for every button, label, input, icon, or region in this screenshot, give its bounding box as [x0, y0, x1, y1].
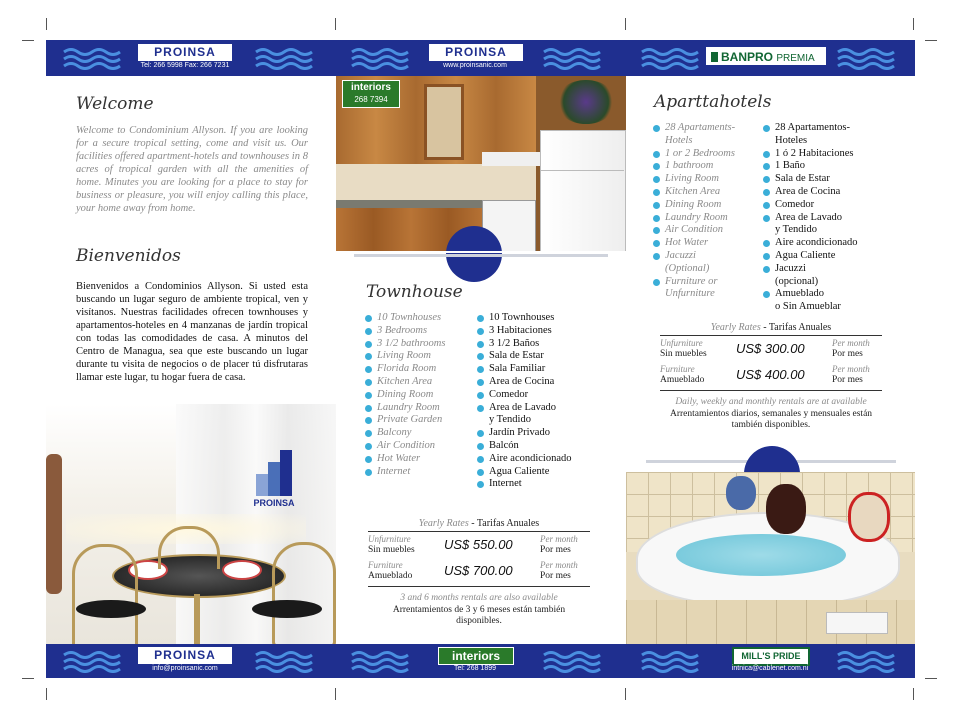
rate-period-es: Por mes [540, 545, 571, 555]
feature-text: 28 Apartaments- [665, 122, 736, 133]
feature-text: Comedor [489, 388, 529, 400]
building-logo-icon [250, 448, 298, 498]
accent-rule-cover [336, 251, 626, 253]
premia-text: PREMIA [776, 53, 815, 64]
bienvenidos-title: Bienvenidos [76, 246, 181, 266]
banpro-text: BANPRO [721, 50, 774, 64]
crop-mark [625, 18, 626, 30]
banpro-logo [706, 47, 826, 65]
bullet-dot-icon [653, 151, 660, 158]
crop-mark [46, 18, 47, 30]
rates-header-es: - Tarifas Anuales [760, 322, 832, 333]
feature-item [364, 402, 484, 415]
feature-item [652, 160, 764, 173]
wave-icon [836, 649, 900, 673]
feature-item [476, 325, 606, 338]
header-website: www.proinsanic.com [443, 62, 507, 69]
bullet-dot-icon [653, 176, 660, 183]
center-panel [336, 76, 626, 644]
feature-text: 3 Bedrooms [377, 324, 428, 336]
feature-item [762, 148, 892, 161]
feature-text: Internet [489, 478, 522, 490]
interiors-badge [342, 80, 400, 108]
crop-mark [335, 688, 336, 700]
feature-text: Air Condition [665, 224, 724, 236]
bullet-dot-icon [653, 240, 660, 247]
feature-text: 1 bathroom [665, 160, 714, 172]
feature-text: Balcony [377, 427, 412, 439]
bullet-dot-icon [653, 125, 660, 132]
bullet-dot-icon [763, 240, 770, 247]
teddy-bear [848, 492, 890, 542]
left-panel [46, 76, 336, 644]
wave-icon [62, 649, 126, 673]
feature-item [652, 237, 764, 250]
feature-item [652, 122, 764, 135]
bullet-dot-icon [365, 469, 372, 476]
tub-vent [826, 612, 888, 634]
rate-label-en: Furniture [660, 364, 695, 374]
feature-text: Comedor [775, 198, 815, 210]
feature-text: Internet [377, 465, 411, 477]
feature-item [476, 466, 606, 479]
feature-item [762, 122, 892, 135]
welcome-text: Welcome to Condominium Allyson. If you are looking for a secure tropical setting, come and visit us. Our facilities offered apartment-hotels and townhouses in 8 acres of tropical garden with all the amenities of home. Minutes you are looking for a place to stay for business or pleasure, you will enjoy calling this place, your home away from home. [76, 125, 308, 214]
feature-item [762, 301, 892, 314]
bullet-dot-icon [365, 366, 372, 373]
feature-text: Unfurniture [665, 288, 715, 300]
feature-item [364, 376, 484, 389]
feature-text: Dining Room [665, 198, 722, 210]
header-band [46, 40, 915, 76]
feature-item [476, 389, 606, 402]
chair-seat [252, 600, 322, 618]
rate-label-es: Amueblado [660, 375, 705, 385]
feature-item [476, 376, 606, 389]
feature-text: Hot Water [377, 452, 421, 464]
rate-period-en: Per month [540, 560, 578, 570]
glass-cabinet [424, 84, 464, 160]
rate-price: US$ 300.00 [736, 341, 805, 356]
teddy-bear [766, 484, 806, 534]
fridge-line [540, 170, 624, 171]
right-panel [626, 76, 915, 644]
rates-header [660, 322, 882, 336]
feature-item [652, 199, 764, 212]
bullet-dot-icon [763, 266, 770, 273]
feature-item [762, 288, 892, 301]
feature-item [652, 224, 764, 237]
chair [272, 542, 336, 644]
rate-row [368, 558, 590, 584]
feature-text: Agua Caliente [775, 249, 836, 261]
feature-text: Air Condition [377, 439, 436, 451]
bullet-dot-icon [763, 215, 770, 222]
feature-item [476, 312, 606, 325]
bullet-dot-icon [477, 328, 484, 335]
feature-item [364, 325, 484, 338]
bullet-dot-icon [477, 443, 484, 450]
crop-mark [913, 18, 914, 30]
bullet-dot-icon [365, 417, 372, 424]
bullet-dot-icon [653, 253, 660, 260]
plate [222, 560, 262, 580]
feature-text: Hoteles [775, 134, 808, 146]
bullet-dot-icon [477, 315, 484, 322]
rate-label-es: Sin muebles [368, 545, 415, 555]
chair [158, 526, 220, 569]
feature-item [364, 338, 484, 351]
feature-item [476, 338, 606, 351]
interiors-badge-phone: 268 7394 [354, 95, 388, 104]
bullet-dot-icon [477, 341, 484, 348]
townhouse-title: Townhouse [366, 282, 463, 302]
feature-text: 3 Habitaciones [489, 324, 552, 336]
wave-icon [640, 46, 704, 70]
wave-icon [254, 649, 318, 673]
bullet-dot-icon [477, 405, 484, 412]
feature-item [652, 263, 764, 276]
bullet-dot-icon [365, 456, 372, 463]
feature-text: y Tendido [489, 414, 531, 426]
feature-text: 1 ó 2 Habitaciones [775, 147, 854, 159]
feature-text: Sala Familiar [489, 363, 546, 375]
aparthotels-title: Aparttahotels [654, 92, 772, 112]
bullet-dot-icon [763, 291, 770, 298]
bullet-dot-icon [653, 227, 660, 234]
feature-text: (Optional) [665, 262, 710, 274]
feature-item [762, 276, 892, 289]
rate-price: US$ 400.00 [736, 367, 805, 382]
feature-item [762, 173, 892, 186]
feature-text: Area de Cocina [775, 185, 841, 197]
bullet-dot-icon [365, 430, 372, 437]
feature-item [364, 350, 484, 363]
feature-item [762, 160, 892, 173]
bullet-dot-icon [763, 189, 770, 196]
crop-mark [22, 40, 34, 41]
rates-header-en: Yearly Rates [710, 322, 761, 333]
aparthotels-note [660, 397, 882, 432]
wave-icon [836, 46, 900, 70]
feature-text: Kitchen Area [377, 375, 433, 387]
rate-label-es: Amueblado [368, 571, 413, 581]
rate-row [660, 336, 882, 362]
rate-period-en: Per month [832, 338, 870, 348]
feature-text: Area de Lavado [489, 401, 557, 413]
bullet-dot-icon [365, 392, 372, 399]
feature-text: Balcón [489, 439, 519, 451]
wave-icon [542, 649, 606, 673]
feature-text: Jacuzzi [665, 249, 696, 261]
wave-icon [350, 46, 414, 70]
feature-item [652, 148, 764, 161]
bullet-dot-icon [763, 253, 770, 260]
feature-text: Amueblado [775, 288, 824, 300]
bullet-dot-icon [763, 163, 770, 170]
welcome-title: Welcome [76, 94, 154, 114]
feature-item [762, 250, 892, 263]
feature-text: Living Room [377, 350, 431, 362]
bullet-dot-icon [365, 315, 372, 322]
banpro-mark-icon [711, 52, 718, 62]
bullet-dot-icon [763, 151, 770, 158]
feature-text: 28 Apartamentos- [775, 122, 850, 133]
footer-tel: Tel: 268 1899 [453, 665, 497, 672]
feature-item [364, 363, 484, 376]
rate-price: US$ 700.00 [444, 563, 513, 578]
feature-item [762, 212, 892, 225]
feature-text: Florida Room [377, 363, 437, 375]
mills-pride-logo: MILL'S PRIDE [732, 647, 810, 666]
refrigerator [540, 130, 626, 251]
bullet-dot-icon [653, 189, 660, 196]
feature-item [652, 276, 764, 289]
feature-item [762, 186, 892, 199]
bienvenidos-text: Bienvenidos a Condominios Allyson. Si usted esta buscando un lugar seguro de ambiente tropical, ven y visítanos. Nuestras facilidades ofrecen townhouses y apartamentos-hoteles en 4 manzanas de jardín tropical con todas las comodidades de casa. A minutos del Centro de Managua, sea que este buscando un lugar durante tu visita de negocios o de placer tú disfrutaras llamar este lugar, tu hogar fuera de casa. [76, 281, 308, 383]
feature-text: 3 1/2 bathrooms [377, 337, 446, 349]
bullet-dot-icon [763, 202, 770, 209]
aparthotels-note-es: Arrentamientos diarios, semanales y mensuales están también disponibles. [669, 408, 873, 430]
proinsa-logo: PROINSA [138, 647, 232, 664]
feature-text: Dining Room [377, 388, 434, 400]
tub-water [676, 534, 846, 576]
feature-item [762, 199, 892, 212]
footer-band [46, 644, 915, 678]
feature-text: o Sin Amueblar [775, 301, 841, 313]
bullet-dot-icon [477, 481, 484, 488]
aparthotels-features-en [652, 122, 764, 301]
rates-header-es: - Tarifas Anuales [468, 518, 540, 529]
bullet-dot-icon [653, 215, 660, 222]
rate-period-es: Por mes [832, 375, 863, 385]
rate-period-en: Per month [832, 364, 870, 374]
feature-item [652, 288, 764, 301]
feature-text: Laundry Room [665, 211, 728, 223]
backsplash [336, 164, 536, 202]
feature-text: 10 Townhouses [489, 312, 555, 323]
wave-icon [62, 46, 126, 70]
rate-period-es: Por mes [540, 571, 571, 581]
bullet-dot-icon [653, 202, 660, 209]
feature-item [364, 453, 484, 466]
feature-item [364, 440, 484, 453]
dining-room-photo [46, 404, 336, 644]
bullet-dot-icon [477, 469, 484, 476]
feature-text: Area de Lavado [775, 211, 843, 223]
bullet-dot-icon [477, 366, 484, 373]
feature-text: Laundry Room [377, 401, 440, 413]
crop-mark [925, 40, 937, 41]
feature-text: 1 or 2 Bedrooms [665, 147, 735, 159]
wave-icon [254, 46, 318, 70]
teddy-bear [726, 476, 756, 510]
chair-seat [76, 600, 146, 618]
feature-text: Sala de Estar [775, 173, 830, 185]
proinsa-logo: PROINSA [138, 44, 232, 61]
bullet-dot-icon [365, 353, 372, 360]
townhouse-note-en: 3 and 6 months rentals are also available [400, 593, 558, 603]
feature-text: (opcional) [775, 275, 819, 287]
rate-label-en: Furniture [368, 560, 403, 570]
feature-text: Sala de Estar [489, 350, 544, 362]
bullet-dot-icon [477, 353, 484, 360]
crop-mark [335, 18, 336, 30]
bullet-dot-icon [477, 392, 484, 399]
feature-item [476, 363, 606, 376]
footer-email: info@proinsanic.com [152, 665, 218, 672]
feature-text: 10 Townhouses [377, 312, 442, 323]
feature-item [364, 414, 484, 427]
feature-text: Hotels [665, 134, 693, 146]
townhouse-rates [368, 518, 590, 628]
bullet-dot-icon [763, 125, 770, 132]
wave-icon [542, 46, 606, 70]
bullet-dot-icon [653, 163, 660, 170]
jacuzzi-photo [626, 472, 915, 644]
range-hood [482, 152, 540, 166]
feature-item [762, 135, 892, 148]
kitchen-photo [336, 76, 626, 251]
aparthotels-rates [660, 322, 882, 432]
feature-item [476, 453, 606, 466]
townhouse-note-es: Arrentamientos de 3 y 6 meses están también disponibles. [392, 604, 566, 626]
feature-text: Agua Caliente [489, 465, 550, 477]
feature-item [476, 478, 606, 491]
accent-rule [354, 254, 608, 257]
bullet-dot-icon [653, 279, 660, 286]
wave-icon [350, 649, 414, 673]
rate-period-en: Per month [540, 534, 578, 544]
crop-mark [625, 688, 626, 700]
table-leg [194, 594, 200, 644]
feature-item [762, 237, 892, 250]
feature-item [652, 250, 764, 263]
bullet-dot-icon [477, 379, 484, 386]
feature-item [652, 186, 764, 199]
feature-item [762, 263, 892, 276]
aparthotels-note-en: Daily, weekly and monthly rentals are at available [675, 397, 867, 407]
interiors-logo: interiors [438, 647, 514, 665]
feature-item [652, 173, 764, 186]
feature-item [476, 350, 606, 363]
chair [72, 544, 138, 644]
bullet-dot-icon [477, 430, 484, 437]
feature-text: Aire acondicionado [489, 452, 572, 464]
feature-text: Jardín Privado [489, 427, 550, 439]
feature-text: Aire acondicionado [775, 237, 858, 249]
feature-item [364, 466, 484, 479]
feature-text: y Tendido [775, 224, 817, 236]
rate-row [368, 532, 590, 558]
photo-proinsa-logo: PROINSA [253, 498, 295, 508]
crop-mark [913, 688, 914, 700]
feature-item [652, 212, 764, 225]
feature-item [364, 389, 484, 402]
wave-icon [640, 649, 704, 673]
townhouse-features-es [476, 312, 606, 491]
rate-row [660, 362, 882, 388]
feature-item [476, 402, 606, 415]
bullet-dot-icon [477, 456, 484, 463]
townhouse-note [368, 593, 590, 628]
townhouse-features-en [364, 312, 484, 478]
feature-text: Furniture or [665, 275, 718, 287]
bullet-dot-icon [365, 379, 372, 386]
rate-label-en: Unfurniture [660, 338, 703, 348]
proinsa-logo: PROINSA [429, 44, 523, 61]
crop-mark [46, 688, 47, 700]
rates-header-en: Yearly Rates [418, 518, 469, 529]
feature-item [364, 427, 484, 440]
rate-label-en: Unfurniture [368, 534, 411, 544]
crop-mark [22, 678, 34, 679]
interiors-badge-name: interiors [350, 82, 391, 93]
feature-text: Living Room [665, 173, 719, 185]
bullet-dot-icon [365, 405, 372, 412]
feature-text: Hot Water [665, 237, 709, 249]
header-contact: Tel: 266 5998 Fax: 266 7231 [140, 62, 230, 69]
feature-item [476, 414, 606, 427]
feature-item [476, 440, 606, 453]
crop-mark [925, 678, 937, 679]
brochure-sheet [46, 40, 915, 678]
aparthotels-features-es [762, 122, 892, 314]
feature-item [364, 312, 484, 325]
flowers [556, 80, 616, 124]
rate-period-es: Por mes [832, 349, 863, 359]
bullet-dot-icon [365, 443, 372, 450]
doll-figure [46, 454, 62, 594]
feature-item [476, 427, 606, 440]
feature-text: 3 1/2 Baños [489, 337, 540, 349]
rate-price: US$ 550.00 [444, 537, 513, 552]
bullet-dot-icon [763, 176, 770, 183]
feature-text: Jacuzzi [775, 262, 806, 274]
feature-text: Area de Cocina [489, 375, 555, 387]
feature-item [762, 224, 892, 237]
bullet-dot-icon [365, 341, 372, 348]
footer-email-right: intnica@cablenet.com.ni [731, 665, 809, 672]
feature-text: Kitchen Area [665, 185, 721, 197]
feature-text: Private Garden [377, 414, 443, 426]
feature-text: 1 Baño [775, 160, 806, 172]
rates-header [368, 518, 590, 532]
bullet-dot-icon [365, 328, 372, 335]
rate-label-es: Sin muebles [660, 349, 707, 359]
feature-item [652, 135, 764, 148]
